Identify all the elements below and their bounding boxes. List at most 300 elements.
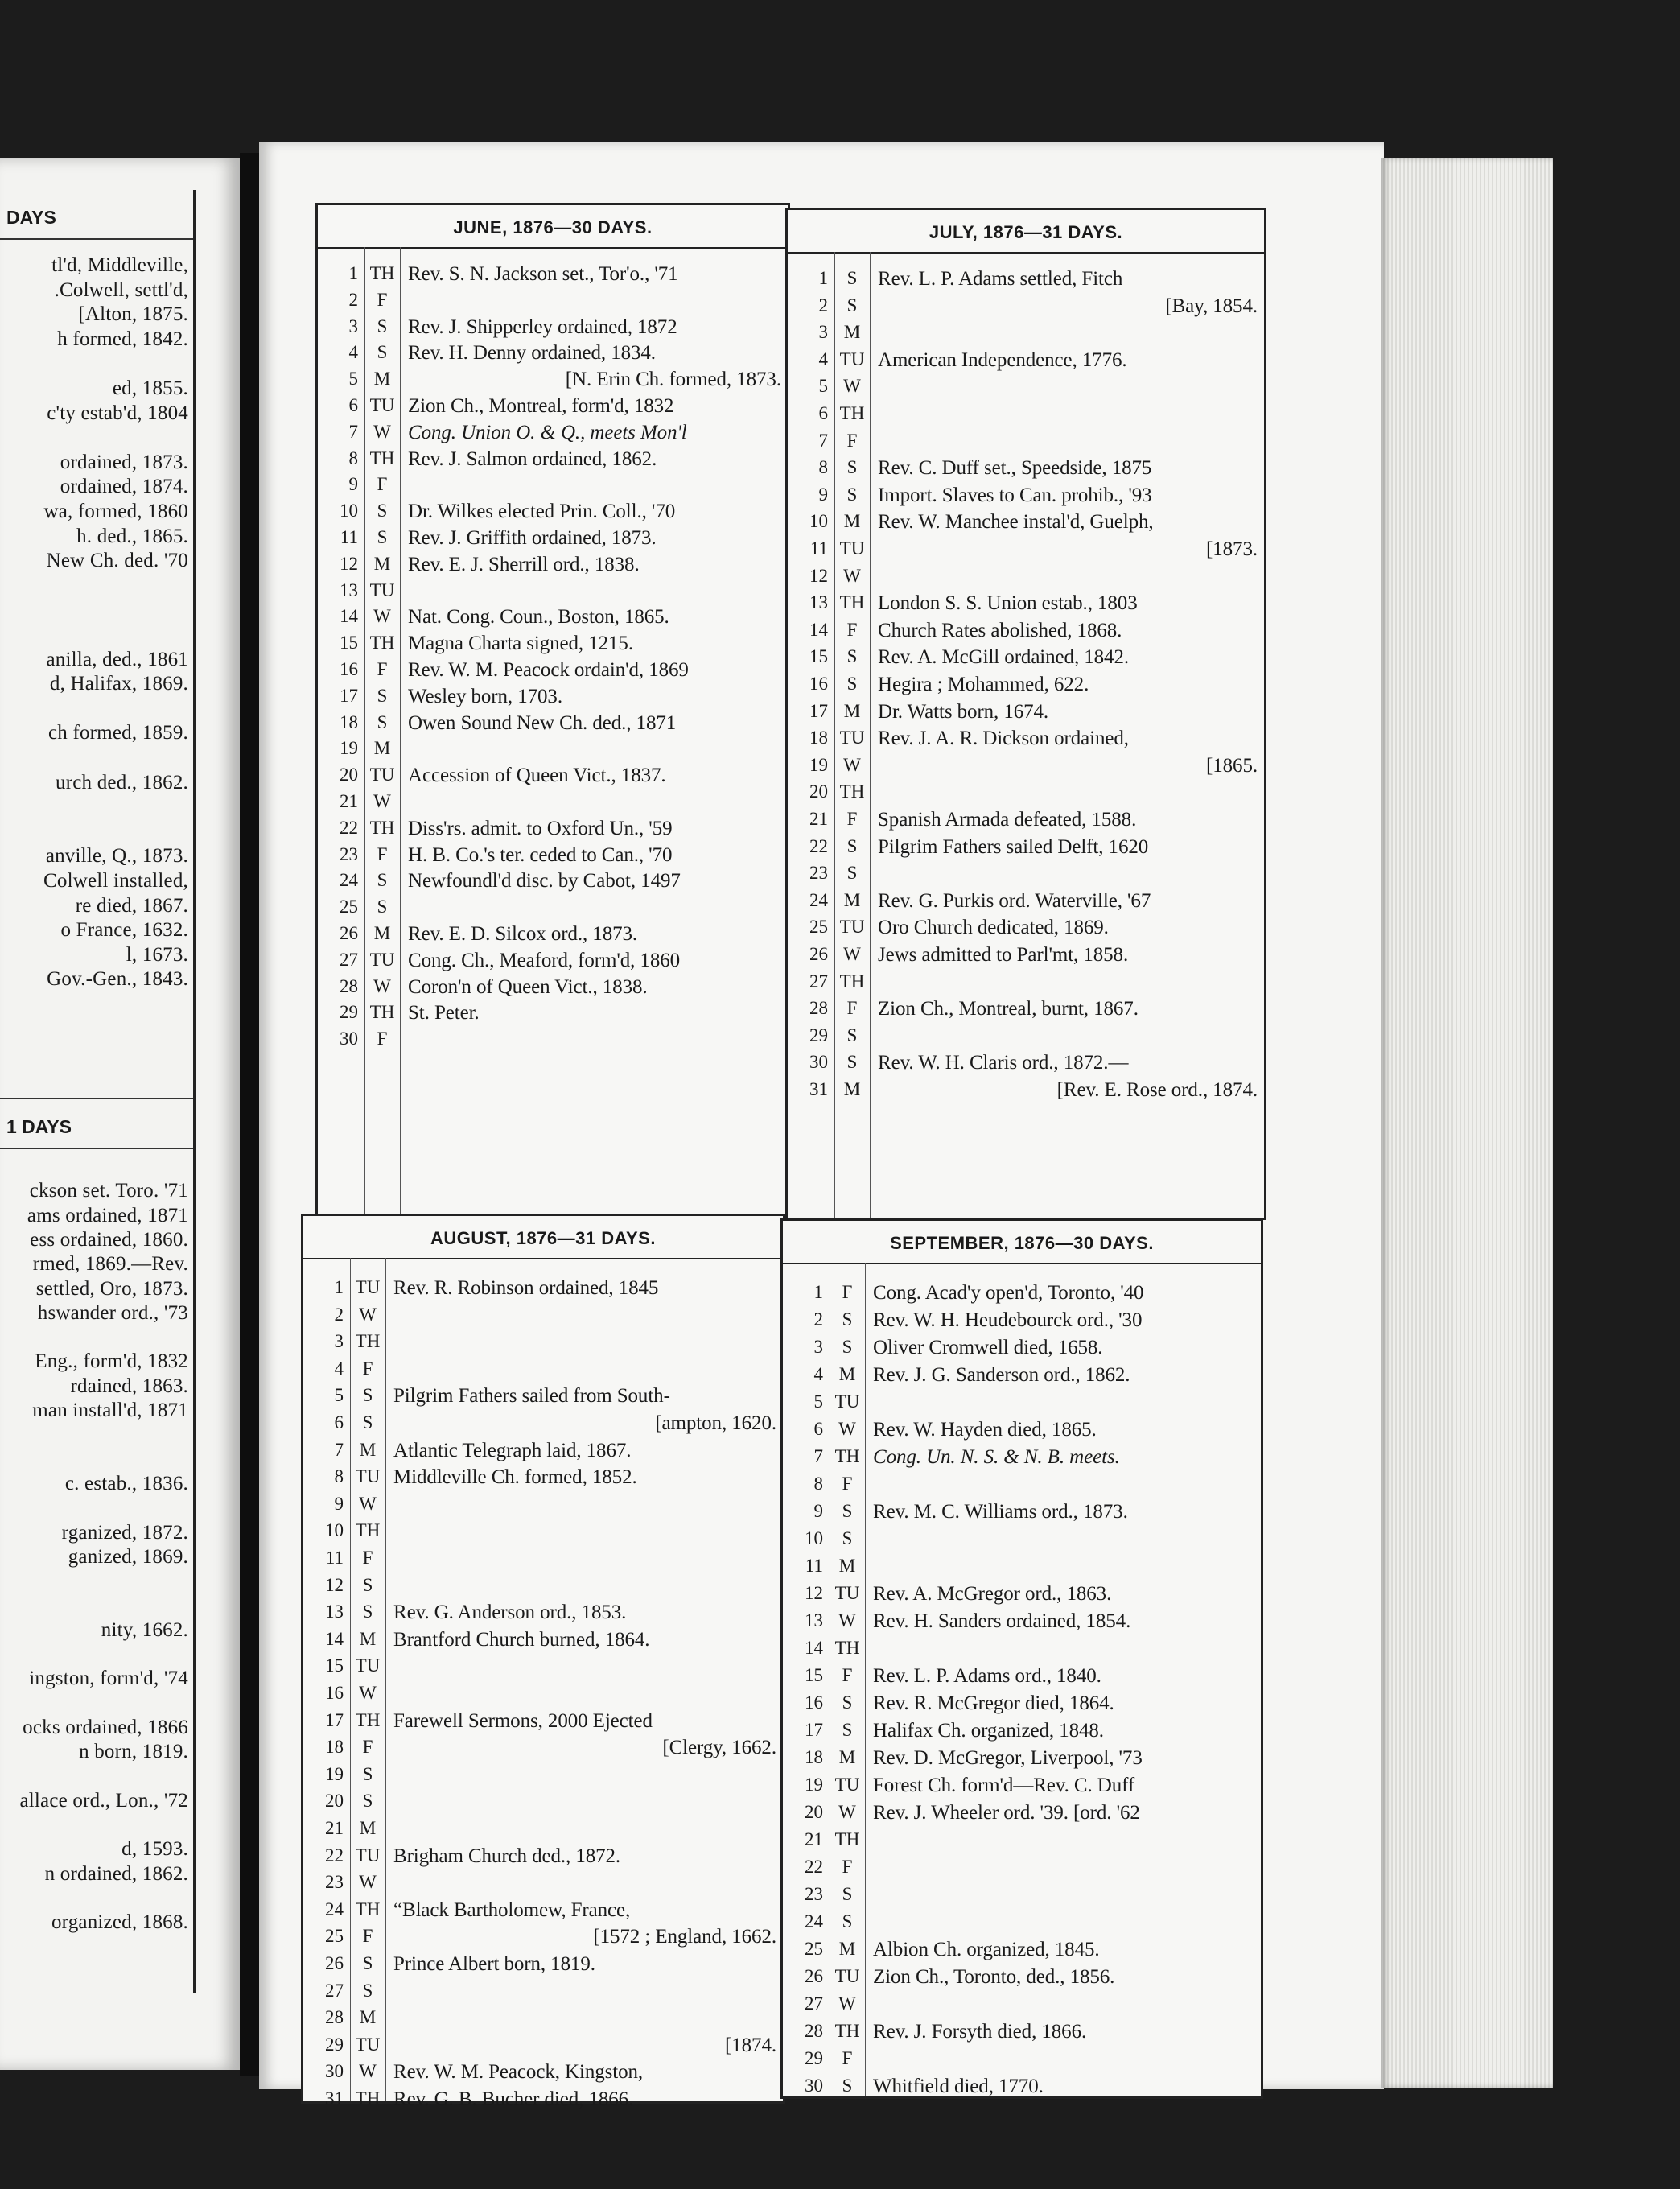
- july-row: [788, 917, 1264, 942]
- left-line: ganized, 1869.: [68, 1545, 188, 1568]
- day-number: 22: [809, 835, 828, 856]
- event-entry: Forest Ch. form'd—Rev. C. Duff: [873, 1775, 1135, 1796]
- event-entry: Rev. J. Shipperley ordained, 1872: [408, 315, 677, 338]
- august-row: [303, 1277, 783, 1303]
- left-page: [0, 158, 240, 2070]
- day-number: 30: [325, 2061, 344, 2082]
- september-row: [783, 1309, 1261, 1335]
- event-entry: Rev. W. H. Heudebourck ord., '30: [873, 1309, 1143, 1331]
- july-row: [788, 484, 1264, 510]
- weekday: S: [846, 674, 858, 694]
- event-entry: Rev. J. Salmon ordained, 1862.: [408, 447, 657, 470]
- day-number: 29: [805, 2048, 823, 2068]
- august-row: [303, 1629, 783, 1655]
- left-line: Gov.-Gen., 1843.: [47, 968, 188, 991]
- august-title: AUGUST, 1876—31 DAYS.: [303, 1216, 783, 1259]
- event-entry: [1572 ; England, 1662.: [593, 1926, 776, 1948]
- weekday: F: [377, 843, 388, 864]
- weekday: W: [373, 421, 391, 442]
- event-entry: Rev. E. D. Silcox ord., 1873.: [408, 923, 638, 945]
- july-row: [788, 295, 1264, 321]
- august-row: [303, 2034, 783, 2060]
- event-entry: Whitfield died, 1770.: [873, 2076, 1044, 2097]
- day-number: 2: [334, 1304, 344, 1325]
- weekday: TH: [834, 1446, 860, 1466]
- day-number: 7: [818, 430, 828, 451]
- weekday: TH: [839, 781, 865, 802]
- event-entry: Rev. L. P. Adams ord., 1840.: [873, 1665, 1101, 1687]
- weekday: TU: [834, 1583, 860, 1603]
- event-entry: Zion Ch., Montreal, form'd, 1832: [408, 395, 674, 417]
- day-number: 2: [348, 289, 358, 310]
- august-row: [303, 2088, 783, 2114]
- day-number: 6: [334, 1412, 344, 1433]
- september-row: [783, 1775, 1261, 1800]
- weekday: TH: [355, 1709, 381, 1730]
- day-number: 7: [813, 1446, 823, 1466]
- weekday: S: [362, 1953, 373, 1973]
- weekday: TU: [369, 949, 395, 970]
- event-entry: Rev. G. Anderson ord., 1853.: [393, 1602, 627, 1624]
- day-number: 1: [334, 1277, 344, 1297]
- right-page: [259, 142, 1384, 2110]
- weekday: S: [846, 1052, 858, 1073]
- event-entry: Brantford Church burned, 1864.: [393, 1628, 650, 1651]
- left-line: d, Halifax, 1869.: [49, 673, 188, 695]
- event-entry: [1873.: [1206, 538, 1258, 560]
- july-row: [788, 701, 1264, 727]
- july-row: [788, 755, 1264, 781]
- august-row: [303, 1818, 783, 1844]
- june-row: [318, 976, 788, 1002]
- weekday: S: [377, 501, 388, 521]
- day-number: 27: [809, 971, 828, 991]
- weekday: S: [842, 1720, 853, 1740]
- july-row: [788, 836, 1264, 862]
- weekday: TH: [839, 592, 865, 613]
- weekday: F: [846, 619, 858, 640]
- weekday: S: [846, 835, 858, 856]
- day-number: 13: [340, 579, 358, 600]
- event-entry: Halifax Ch. organized, 1848.: [873, 1720, 1104, 1742]
- event-entry: Newfoundl'd disc. by Cabot, 1497: [408, 870, 681, 893]
- event-entry: [1874.: [725, 2034, 776, 2056]
- june-row: [318, 290, 788, 315]
- weekday: TH: [834, 1829, 860, 1849]
- day-number: 18: [805, 1747, 823, 1767]
- weekday: F: [362, 1548, 373, 1568]
- weekday: M: [843, 322, 861, 343]
- day-number: 24: [340, 870, 358, 891]
- september-row: [783, 1419, 1261, 1445]
- weekday: M: [843, 700, 861, 721]
- day-number: 26: [809, 944, 828, 964]
- day-number: 24: [805, 1911, 823, 1931]
- weekday: W: [843, 754, 861, 775]
- weekday: S: [362, 1602, 373, 1622]
- day-number: 21: [805, 1829, 823, 1849]
- august-row: [303, 1466, 783, 1492]
- july-row: [788, 863, 1264, 888]
- event-entry: Rev. W. H. Claris ord., 1872.—: [878, 1052, 1129, 1074]
- weekday: S: [842, 1309, 853, 1329]
- day-number: 14: [340, 606, 358, 627]
- weekday: F: [842, 2048, 853, 2068]
- day-number: 8: [348, 447, 358, 468]
- september-row: [783, 1638, 1261, 1663]
- july-row: [788, 1079, 1264, 1105]
- weekday: S: [362, 1763, 373, 1784]
- august-row: [303, 1331, 783, 1357]
- event-entry: Rev. A. McGill ordained, 1842.: [878, 646, 1130, 669]
- day-number: 14: [809, 619, 828, 640]
- july-row: [788, 268, 1264, 294]
- day-number: 28: [325, 2007, 344, 2028]
- day-number: 9: [348, 474, 358, 495]
- september-row: [783, 2076, 1261, 2101]
- day-number: 22: [325, 1845, 344, 1865]
- july-row: [788, 538, 1264, 564]
- weekday: S: [842, 1337, 853, 1357]
- event-entry: Oliver Cromwell died, 1658.: [873, 1337, 1103, 1358]
- weekday: F: [377, 659, 388, 679]
- june-row: [318, 422, 788, 447]
- event-entry: Rev. J. Wheeler ord. '39. [ord. '62: [873, 1802, 1140, 1824]
- august-row: [303, 1845, 783, 1871]
- left-heading-top-text: DAYS: [6, 207, 56, 228]
- weekday: W: [843, 376, 861, 397]
- weekday: M: [838, 1556, 856, 1576]
- weekday: S: [842, 2076, 853, 2096]
- event-entry: Rev. G. B. Bucher died, 1866.: [393, 2088, 634, 2110]
- july-row: [788, 971, 1264, 997]
- august-row: [303, 1412, 783, 1438]
- june-row: [318, 633, 788, 658]
- weekday: F: [842, 1857, 853, 1877]
- june-table: [315, 203, 790, 1218]
- event-entry: Nat. Cong. Coun., Boston, 1865.: [408, 606, 669, 629]
- september-row: [783, 1911, 1261, 1937]
- weekday: S: [842, 1911, 853, 1931]
- day-number: 15: [809, 646, 828, 667]
- august-row: [303, 1737, 783, 1762]
- september-row: [783, 1501, 1261, 1527]
- august-row: [303, 1520, 783, 1546]
- june-title: JUNE, 1876—30 DAYS.: [318, 205, 788, 249]
- weekday: M: [373, 553, 391, 574]
- event-entry: [Clergy, 1662.: [662, 1737, 776, 1759]
- weekday: S: [846, 1024, 858, 1045]
- left-line: Colwell installed,: [43, 870, 188, 892]
- day-number: 16: [340, 659, 358, 679]
- weekday: TU: [834, 1966, 860, 1986]
- june-row: [318, 342, 788, 368]
- september-row: [783, 1583, 1261, 1609]
- day-number: 15: [805, 1665, 823, 1685]
- june-row: [318, 369, 788, 394]
- day-number: 17: [805, 1720, 823, 1740]
- day-number: 2: [813, 1309, 823, 1329]
- weekday: S: [362, 1980, 373, 2001]
- event-entry: Church Rates abolished, 1868.: [878, 619, 1122, 641]
- weekday: F: [362, 1737, 373, 1758]
- event-entry: Coron'n of Queen Vict., 1838.: [408, 975, 648, 998]
- left-page-frame: [0, 190, 196, 1993]
- day-number: 31: [809, 1079, 828, 1099]
- weekday: M: [838, 1939, 856, 1959]
- event-entry: Rev. A. McGregor ord., 1863.: [873, 1583, 1112, 1605]
- september-title: SEPTEMBER, 1876—30 DAYS.: [783, 1221, 1261, 1264]
- august-row: [303, 1953, 783, 1979]
- weekday: W: [838, 1610, 856, 1630]
- day-number: 18: [340, 711, 358, 732]
- weekday: TH: [834, 1638, 860, 1658]
- event-entry: Rev. W. M. Peacock ordain'd, 1869: [408, 659, 689, 681]
- weekday: F: [377, 1029, 388, 1049]
- event-entry: Rev. E. J. Sherrill ord., 1838.: [408, 553, 640, 575]
- weekday: F: [846, 998, 858, 1019]
- august-row: [303, 1764, 783, 1790]
- event-entry: Import. Slaves to Can. prohib., '93: [878, 484, 1152, 506]
- june-row: [318, 923, 788, 949]
- day-number: 28: [805, 2021, 823, 2041]
- event-entry: Hegira ; Mohammed, 622.: [878, 674, 1089, 695]
- weekday: TH: [369, 817, 395, 838]
- day-number: 26: [805, 1966, 823, 1986]
- weekday: TH: [839, 971, 865, 991]
- left-line: c. estab., 1836.: [64, 1472, 188, 1494]
- day-number: 18: [325, 1737, 344, 1758]
- day-number: 17: [325, 1709, 344, 1730]
- day-number: 7: [334, 1439, 344, 1460]
- day-number: 4: [334, 1358, 344, 1379]
- day-number: 8: [334, 1466, 344, 1487]
- event-entry: “Black Bartholomew, France,: [393, 1898, 631, 1921]
- event-entry: Rev. H. Sanders ordained, 1854.: [873, 1610, 1131, 1632]
- day-number: 27: [325, 1980, 344, 2001]
- day-number: 22: [340, 817, 358, 838]
- weekday: TH: [355, 1898, 381, 1919]
- weekday: W: [843, 565, 861, 586]
- weekday: TU: [834, 1391, 860, 1412]
- june-row: [318, 527, 788, 553]
- weekday: W: [843, 944, 861, 964]
- day-number: 3: [348, 315, 358, 336]
- day-number: 15: [340, 633, 358, 653]
- september-row: [783, 1665, 1261, 1691]
- event-entry: Cong. Ch., Meaford, form'd, 1860: [408, 949, 681, 971]
- day-number: 29: [340, 1002, 358, 1023]
- day-number: 29: [325, 2034, 344, 2055]
- weekday: TH: [834, 2021, 860, 2041]
- day-number: 24: [809, 889, 828, 910]
- september-row: [783, 1692, 1261, 1718]
- weekday: M: [359, 1628, 377, 1649]
- weekday: TU: [839, 917, 865, 938]
- weekday: TU: [355, 2034, 381, 2055]
- left-line: o France, 1632.: [60, 919, 188, 942]
- weekday: S: [377, 870, 388, 891]
- left-line: man install'd, 1871: [32, 1400, 188, 1421]
- weekday: S: [846, 863, 858, 884]
- june-row: [318, 897, 788, 922]
- september-row: [783, 1966, 1261, 1992]
- event-entry: Farewell Sermons, 2000 Ejected: [393, 1709, 653, 1732]
- left-line: re died, 1867.: [75, 894, 188, 917]
- day-number: 31: [325, 2088, 344, 2109]
- july-row: [788, 890, 1264, 916]
- day-number: 24: [325, 1898, 344, 1919]
- weekday: F: [362, 1926, 373, 1947]
- day-number: 23: [325, 1872, 344, 1893]
- left-line: ess ordained, 1860.: [30, 1228, 188, 1251]
- day-number: 4: [818, 348, 828, 369]
- august-row: [303, 1710, 783, 1736]
- weekday: F: [842, 1282, 853, 1302]
- september-row: [783, 1282, 1261, 1308]
- august-row: [303, 1358, 783, 1384]
- september-row: [783, 1802, 1261, 1828]
- day-number: 19: [340, 738, 358, 759]
- day-number: 9: [334, 1493, 344, 1514]
- day-number: 20: [340, 765, 358, 785]
- event-entry: Wesley born, 1703.: [408, 685, 562, 707]
- day-number: 11: [809, 538, 828, 559]
- day-number: 30: [809, 1052, 828, 1073]
- september-row: [783, 2021, 1261, 2047]
- july-table: [785, 208, 1266, 1220]
- left-line: h. ded., 1865.: [76, 525, 188, 547]
- day-number: 13: [809, 592, 828, 613]
- july-row: [788, 592, 1264, 618]
- event-entry: St. Peter.: [408, 1002, 480, 1024]
- day-number: 10: [809, 511, 828, 532]
- event-entry: Diss'rs. admit. to Oxford Un., '59: [408, 817, 673, 839]
- weekday: W: [359, 1683, 377, 1703]
- left-line: ordained, 1873.: [60, 451, 188, 473]
- event-entry: Rev. R. McGregor died, 1864.: [873, 1692, 1114, 1714]
- weekday: M: [838, 1364, 856, 1384]
- june-row: [318, 554, 788, 579]
- weekday: M: [359, 1439, 377, 1460]
- weekday: W: [359, 1872, 377, 1893]
- day-number: 5: [334, 1385, 344, 1406]
- page-edges: [1381, 158, 1553, 2088]
- august-row: [303, 1926, 783, 1952]
- weekday: TH: [355, 1331, 381, 1352]
- weekday: S: [362, 1385, 373, 1406]
- day-number: 25: [325, 1926, 344, 1947]
- weekday: TU: [369, 579, 395, 600]
- day-number: 29: [809, 1024, 828, 1045]
- day-number: 17: [809, 700, 828, 721]
- book-gutter: [240, 153, 261, 2076]
- day-number: 18: [809, 728, 828, 748]
- august-row: [303, 2061, 783, 2087]
- weekday: S: [842, 1501, 853, 1521]
- weekday: F: [846, 809, 858, 829]
- weekday: TU: [369, 395, 395, 415]
- august-row: [303, 1655, 783, 1681]
- weekday: S: [846, 484, 858, 505]
- event-entry: H. B. Co.'s ter. ceded to Can., '70: [408, 843, 673, 866]
- left-line: n ordained, 1862.: [44, 1862, 188, 1885]
- weekday: TU: [834, 1775, 860, 1795]
- weekday: M: [838, 1747, 856, 1767]
- day-number: 20: [325, 1791, 344, 1812]
- event-entry: Albion Ch. organized, 1845.: [873, 1939, 1100, 1960]
- event-entry: Owen Sound New Ch. ded., 1871: [408, 711, 677, 734]
- left-line: tl'd, Middleville,: [51, 254, 188, 276]
- event-entry: Rev. W. Hayden died, 1865.: [873, 1419, 1097, 1441]
- day-number: 3: [813, 1337, 823, 1357]
- weekday: S: [842, 1692, 853, 1713]
- september-row: [783, 1556, 1261, 1581]
- august-row: [303, 1385, 783, 1411]
- september-row: [783, 1446, 1261, 1472]
- weekday: W: [373, 791, 391, 811]
- event-entry: American Independence, 1776.: [878, 348, 1127, 371]
- june-row: [318, 448, 788, 474]
- event-entry: Rev. H. Denny ordained, 1834.: [408, 342, 656, 365]
- day-number: 15: [325, 1655, 344, 1676]
- day-number: 2: [818, 295, 828, 315]
- july-row: [788, 809, 1264, 835]
- day-number: 30: [340, 1029, 358, 1049]
- july-row: [788, 1052, 1264, 1078]
- event-entry: Pilgrim Fathers sailed Delft, 1620: [878, 835, 1149, 858]
- event-entry: Rev. G. Purkis ord. Waterville, '67: [878, 889, 1151, 912]
- event-entry: Oro Church dedicated, 1869.: [878, 917, 1109, 939]
- weekday: S: [362, 1574, 373, 1595]
- day-number: 23: [809, 863, 828, 884]
- event-entry: Rev. W. Manchee instal'd, Guelph,: [878, 511, 1154, 534]
- june-row: [318, 686, 788, 711]
- weekday: W: [838, 1993, 856, 2014]
- weekday: S: [362, 1412, 373, 1433]
- day-number: 1: [348, 263, 358, 283]
- june-row: [318, 765, 788, 790]
- weekday: TH: [369, 633, 395, 653]
- day-number: 4: [813, 1364, 823, 1384]
- june-row: [318, 316, 788, 342]
- event-entry: Spanish Armada defeated, 1588.: [878, 809, 1137, 831]
- left-line: .Colwell, settl'd,: [54, 278, 188, 301]
- event-entry: Cong. Union O. & Q., meets Mon'l: [408, 421, 687, 443]
- june-row: [318, 712, 788, 738]
- august-row: [303, 1494, 783, 1519]
- weekday: W: [838, 1419, 856, 1439]
- september-row: [783, 1337, 1261, 1362]
- weekday: TU: [369, 765, 395, 785]
- weekday: S: [846, 457, 858, 478]
- september-row: [783, 1939, 1261, 1964]
- left-line: ch formed, 1859.: [48, 722, 188, 744]
- weekday: S: [842, 1528, 853, 1548]
- day-number: 23: [340, 843, 358, 864]
- july-row: [788, 781, 1264, 807]
- day-number: 14: [325, 1628, 344, 1649]
- august-row: [303, 2007, 783, 2033]
- day-number: 20: [809, 781, 828, 802]
- day-number: 7: [348, 421, 358, 442]
- left-line: settled, Oro, 1873.: [35, 1277, 188, 1300]
- september-row: [783, 1391, 1261, 1417]
- june-row: [318, 950, 788, 975]
- august-row: [303, 1305, 783, 1330]
- weekday: S: [846, 646, 858, 667]
- july-row: [788, 322, 1264, 348]
